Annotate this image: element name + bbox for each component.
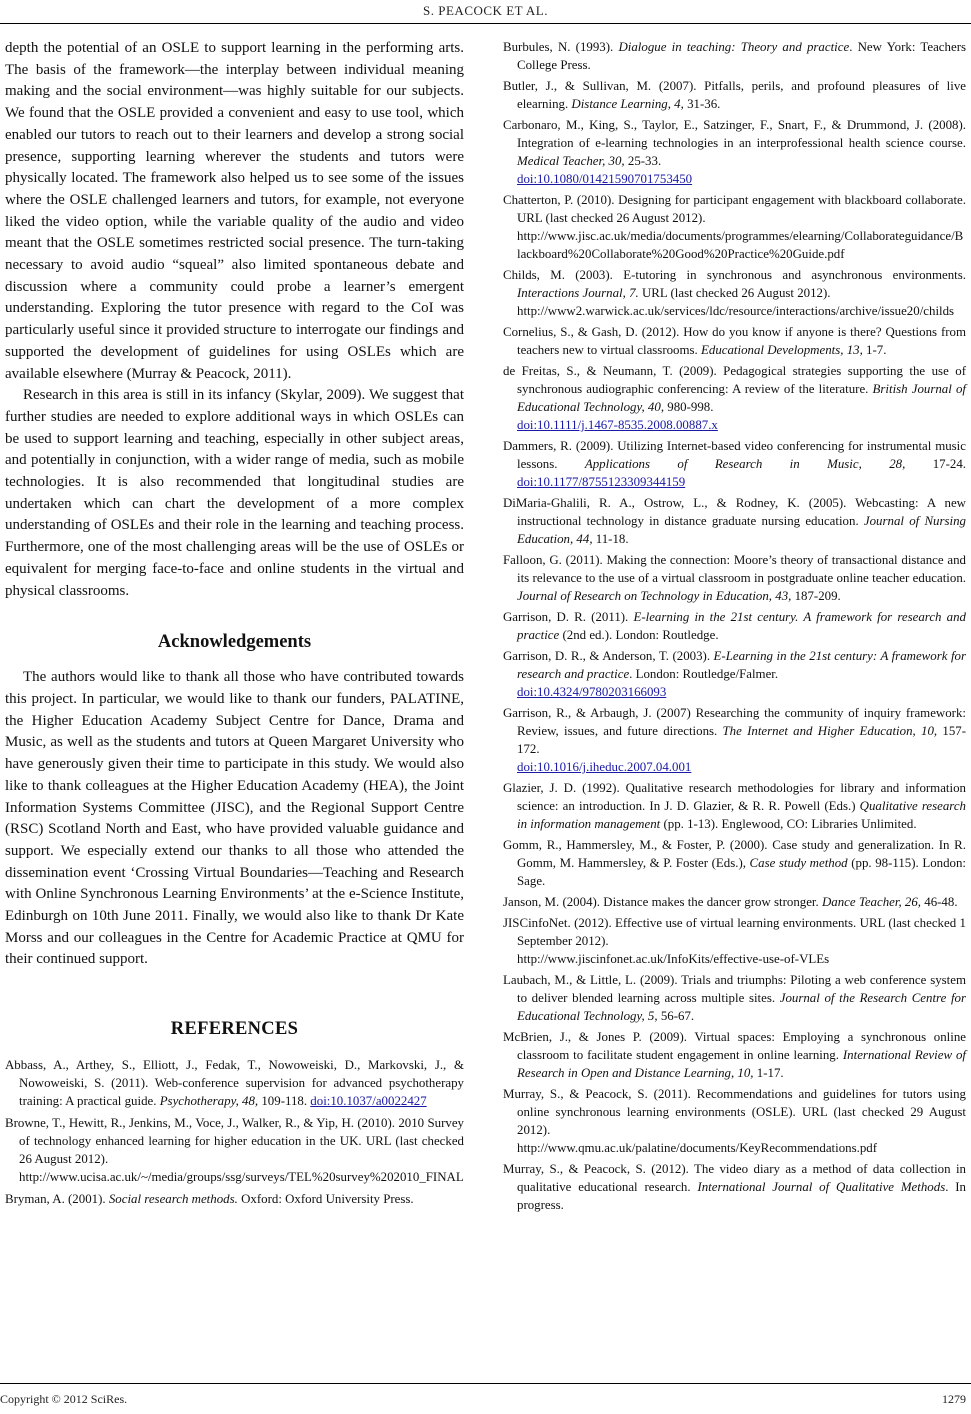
- reference-entry: Laubach, M., & Little, L. (2009). Trials and triumphs: Piloting a web conference system to deliver blended learning across multiple sites. Journal of the Research Centre for Educational Technology, 5, 56-67.: [503, 973, 966, 1023]
- reference-entry: Cornelius, S., & Gash, D. (2012). How do you know if anyone is there? Questions from teachers new to virtual classrooms. Educational Developments, 13, 1-7.: [503, 325, 966, 357]
- reference-url[interactable]: http://www.jiscinfonet.ac.uk/InfoKits/effective-use-of-VLEs: [517, 952, 830, 966]
- doi-link[interactable]: doi:10.1111/j.1467-8535.2008.00887.x: [517, 418, 718, 432]
- reference-entry: Garrison, R., & Arbaugh, J. (2007) Researching the community of inquiry framework: Review, issues, and future directions. The Internet and Higher Education, 10, 157-172. doi:10.1016/j.iheduc.2007.04.001: [503, 706, 967, 774]
- header-rule: [0, 23, 971, 24]
- reference-url[interactable]: http://www.jisc.ac.uk/media/documents/programmes/elearning/Collaborateguidance/Blackboard%20Collaborate%20Good%20Practice%20Guide.pdf: [517, 229, 964, 261]
- reference-entry: Abbass, A., Arthey, S., Elliott, J., Fedak, T., Nowoweiski, D., Markovski, J., & Nowoweiski, S. (2011). Web-conference supervision for advanced psychotherapy training: A practical guide. Psychotherapy, 48, 109-118. doi:10.1037/a0022427: [5, 1058, 464, 1109]
- page-number: 1279: [942, 1392, 966, 1406]
- reference-entry: Carbonaro, M., King, S., Taylor, E., Satzinger, F., Snart, F., & Drummond, J. (2008). Integration of e-learning technologies in an interprofessional health science course. Medical Teacher, 30, 25-33. doi:10.1080/01421590701753450: [503, 118, 966, 186]
- doi-link[interactable]: doi:10.4324/9780203166093: [517, 685, 667, 699]
- doi-link[interactable]: doi:10.1016/j.iheduc.2007.04.001: [517, 760, 692, 774]
- reference-entry: Murray, S., & Peacock, S. (2012). The video diary as a method of data collection in qualitative educational research. International Journal of Qualitative Methods. In progress.: [503, 1162, 966, 1212]
- doi-link[interactable]: doi:10.1037/a0022427: [310, 1094, 427, 1109]
- reference-entry: Bryman, A. (2001). Social research methods. Oxford: Oxford University Press.: [5, 1192, 414, 1207]
- running-head: S. PEACOCK ET AL.: [423, 3, 548, 18]
- reference-entry: Burbules, N. (1993). Dialogue in teaching: Theory and practice. New York: Teachers College Press.: [503, 40, 967, 72]
- references-heading: REFERENCES: [170, 1019, 299, 1040]
- footer-rule: [0, 1383, 971, 1384]
- reference-entry: Falloon, G. (2011). Making the connection: Moore’s theory of transactional distance and its relevance to the use of a virtual classroom in postgraduate online teacher education. Journal of Research on Technology in Education, 43, 187-209.: [503, 553, 966, 603]
- reference-entry: Dammers, R. (2009). Utilizing Internet-based video conferencing for instrumental music lessons. Applications of Research in Music, 28, 17-24. doi:10.1177/8755123309344159: [503, 439, 966, 489]
- page-header: [0, 0, 971, 30]
- right-column: [503, 38, 966, 1217]
- reference-entry: Garrison, D. R. (2011). E-learning in the 21st century. A framework for research and practice (2nd ed.). London: Routledge.: [503, 610, 966, 642]
- reference-entry: Glazier, J. D. (1992). Qualitative research methodologies for library and information science: an introduction. In J. D. Glazier, & R. R. Powell (Eds.) Qualitative research in information management (pp. 1-13). Englewood, CO: Libraries Unlimited.: [503, 781, 966, 831]
- doi-link[interactable]: doi:10.1177/8755123309344159: [517, 475, 686, 489]
- acknowledgements-heading: Acknowledgements: [157, 632, 312, 653]
- copyright-notice: Copyright © 2012 SciRes.: [0, 1392, 128, 1406]
- body-paragraph: depth the potential of an OSLE to support learning in the performing arts. The basis of the framework—the interplay between individual meaning making and the social environment—was highly suitable for our subjects. We found that the OSLE provided a convenient and easy to use tool, which enabled our tutors to reach out to their learners and develop a strong social presence, supporting learning wherever the students and tutors were physically located. The framework also helped us to see some of the issues where the OSLE challenged learners and tutors, for example, not everyone liked the video option, while the variable quality of the audio and video meant that the OSLE sometimes restricted social presence. The turn-taking necessary to avoid audio “squeal” also limited spontaneous debate and discussion where a community could probe a learner’s emergent understanding. Exploring the tutor presence with regard to the CoI was particularly useful since it provided structure to interrogate our findings and supported the development of guidelines for using OSLEs which are available elsewhere (Murray & Peacock, 2011).: [5, 40, 464, 382]
- reference-entry: Janson, M. (2004). Distance makes the dancer grow stronger. Dance Teacher, 26, 46-48.: [503, 895, 958, 909]
- reference-entry: Garrison, D. R., & Anderson, T. (2003). E-Learning in the 21st century: A framework for research and practice. London: Routledge/Falmer. doi:10.4324/9780203166093: [503, 649, 966, 699]
- reference-entry: Browne, T., Hewitt, R., Jenkins, M., Voce, J., Walker, R., & Yip, H. (2010). 2010 Survey of technology enhanced learning for higher education in the UK. URL (last checked 26 August 2012). http://www.ucisa.ac.uk/~/media/groups/ssg/surveys/TEL%20survey%202010_FINAL: [5, 1116, 464, 1185]
- reference-entry: Chatterton, P. (2010). Designing for participant engagement with blackboard collaborate. URL (last checked 26 August 2012). http://www.jisc.ac.uk/media/documents/programmes/elearning/Collaborateguidance/Blackboard%20Collaborate%20Good%20Practice%20Guide.pdf: [503, 193, 966, 261]
- reference-entry: DiMaria-Ghalili, R. A., Ostrow, L., & Rodney, K. (2005). Webcasting: A new instructional technology in distance graduate nursing education. Journal of Nursing Education, 44, 11-18.: [503, 496, 967, 546]
- reference-url[interactable]: http://www.qmu.ac.uk/palatine/documents/KeyRecommendations.pdf: [517, 1141, 878, 1155]
- left-column: [5, 38, 464, 1212]
- reference-entry: JISCinfoNet. (2012). Effective use of virtual learning environments. URL (last checked 1 September 2012). http://www.jiscinfonet.ac.uk/InfoKits/effective-use-of-VLEs: [503, 916, 966, 966]
- reference-url[interactable]: http://www2.warwick.ac.uk/services/ldc/resource/interactions/archive/issue20/childs: [517, 304, 955, 318]
- reference-entry: McBrien, J., & Jones P. (2009). Virtual spaces: Employing a synchronous online classroom to facilitate student engagement in online learning. International Review of Research in Open and Distance Learning, 10, 1-17.: [503, 1030, 966, 1080]
- acknowledgements-paragraph: The authors would like to thank all those who have contributed towards this project. In particular, we would like to thank our funders, PALATINE, the Higher Education Academy Subject Centre for Dance, Drama and Music, as well as the students and tutors at Queen Margaret University who have generously given their time to participate in this study. We would also like to thank colleagues at the Higher Education Academy (HEA), the Joint Information Systems Committee (JISC), and the Regional Support Centre (RSC) Scotland North and East, who have provided valuable guidance and support. We especially extend our thanks to all those who attended the dissemination event ‘Crossing Virtual Boundaries—Teaching and Research with Online Synchronous Learning Environments’ at the e-Science Institute, Edinburgh on 10th June 2011. Finally, we would also like to thank Dr Kate Morss and our colleagues in the Centre for Academic Practice at QMU for their continued support.: [5, 669, 464, 968]
- reference-entry: de Freitas, S., & Neumann, T. (2009). Pedagogical strategies supporting the use of synchronous audiographic conferencing: A review of the literature. British Journal of Educational Technology, 40, 980-998. doi:10.1111/j.1467-8535.2008.00887.x: [503, 364, 966, 432]
- body-paragraph: Research in this area is still in its infancy (Skylar, 2009). We suggest that further studies are needed to explore additional ways in which OSLEs can be used to support learning and teaching, especially in other subject areas, and potentially in conjunction, with a wider range of media, such as mobile technologies. It is also recommended that longitudinal studies are undertaken which can chart the development of a more complex understanding of OSLEs and their role in the learning and teaching process. Furthermore, one of the most challenging areas will be the use of OSLEs or equivalent for merging face-to-face and online students in the virtual and physical classrooms.: [5, 387, 464, 599]
- doi-link[interactable]: doi:10.1080/01421590701753450: [517, 172, 693, 186]
- reference-entry: Butler, J., & Sullivan, M. (2007). Pitfalls, perils, and profound pleasures of live elearning. Distance Learning, 4, 31-36.: [503, 79, 966, 111]
- reference-entry: Gomm, R., Hammersley, M., & Foster, P. (2000). Case study and generalization. In R. Gomm, M. Hammersley, & P. Foster (Eds.), Case study method (pp. 98-115). London: Sage.: [503, 838, 966, 888]
- reference-url[interactable]: http://www.ucisa.ac.uk/~/media/groups/ssg/surveys/TEL%20survey%202010_FINAL: [19, 1170, 464, 1185]
- reference-entry: Childs, M. (2003). E-tutoring in synchronous and asynchronous environments. Interactions Journal, 7. URL (last checked 26 August 2012). http://www2.warwick.ac.uk/services/ldc/resource/interactions/archive/issue20/childs: [503, 268, 966, 318]
- reference-entry: Murray, S., & Peacock, S. (2011). Recommendations and guidelines for tutors using online synchronous learning environments (OSLE). URL (last checked 29 August 2012). http://www.qmu.ac.uk/palatine/documents/KeyRecommendations.pdf: [503, 1087, 966, 1155]
